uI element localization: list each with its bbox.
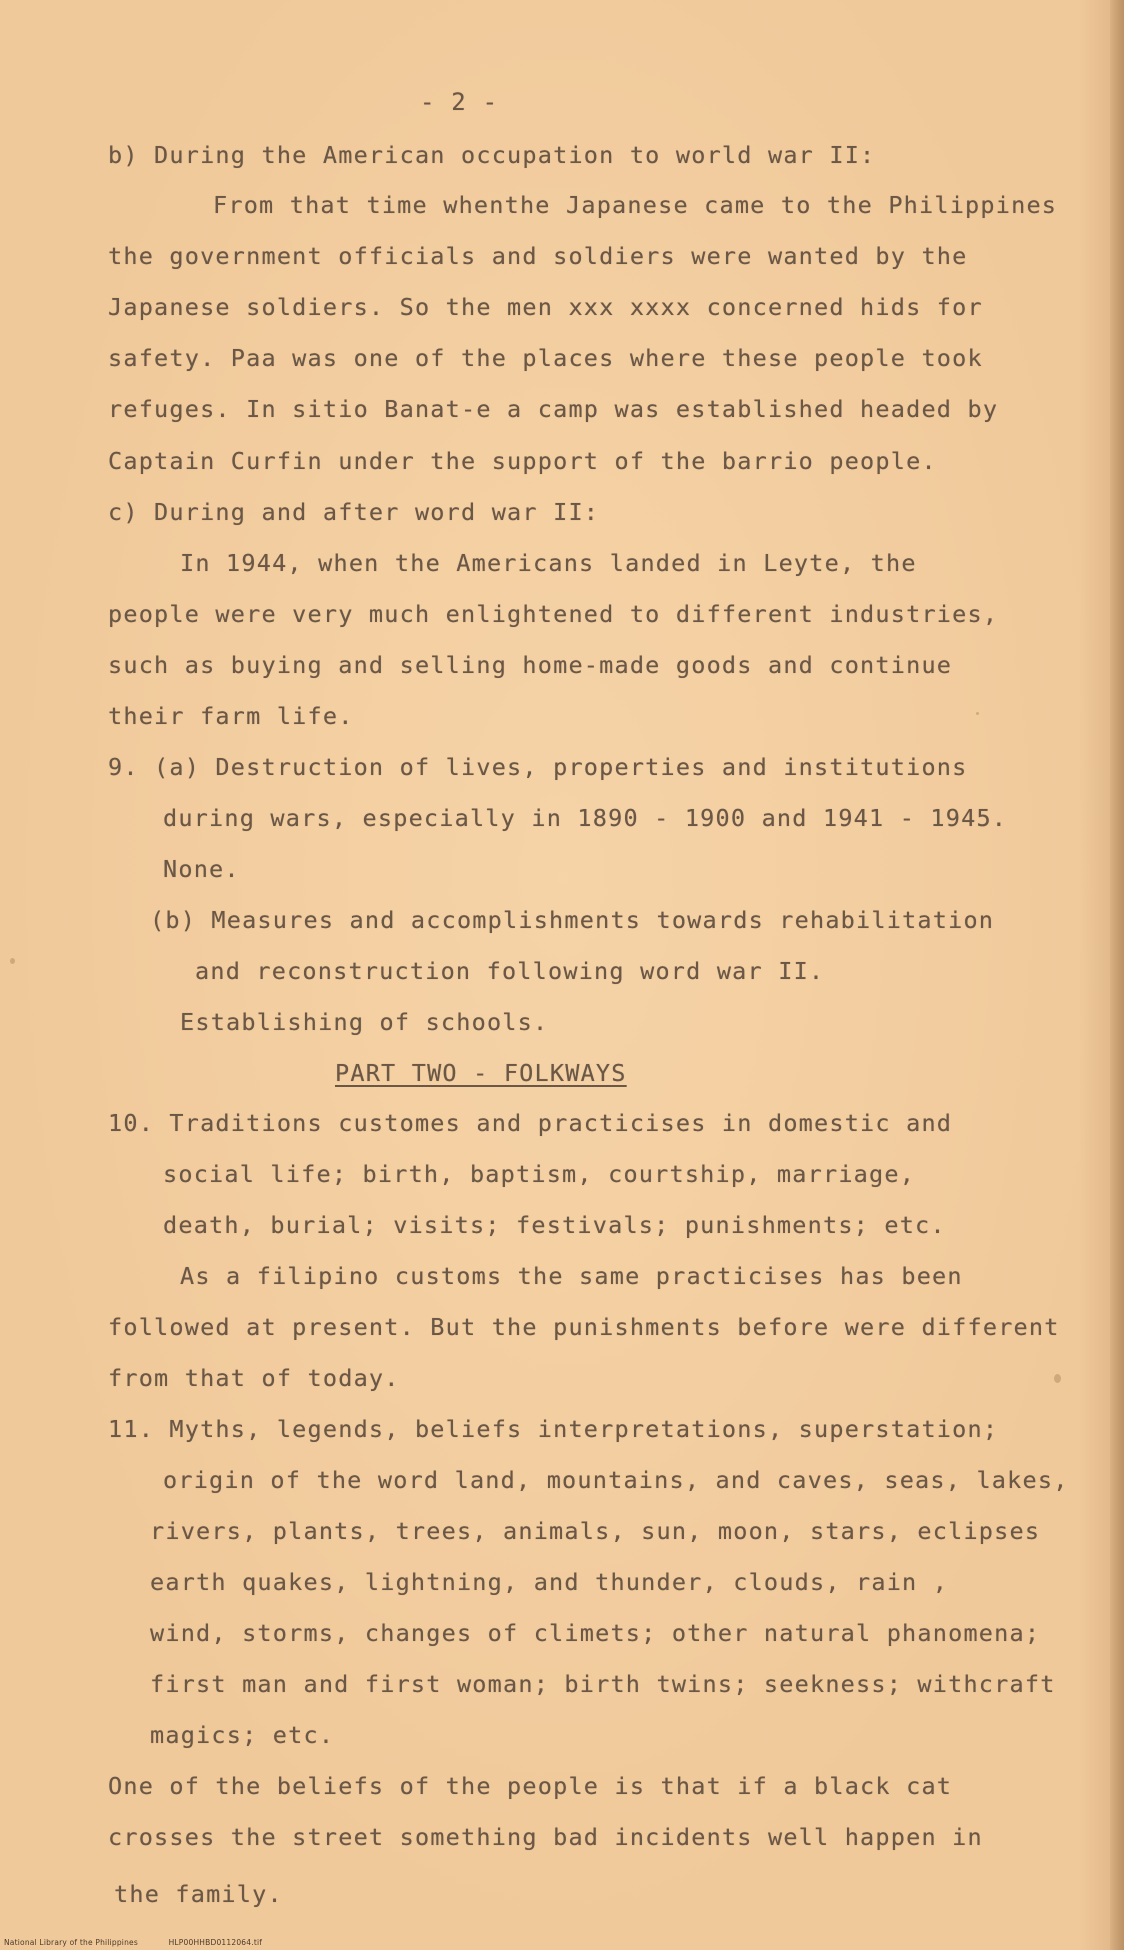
footer-institution: National Library of the Philippines (4, 1938, 138, 1947)
text-line: (b) Measures and accomplishments towards rehabilitation (150, 906, 995, 934)
text-line: the government officials and soldiers were wanted by the (108, 242, 968, 270)
text-line: safety. Paa was one of the places where these people took (108, 344, 983, 372)
text-line: their farm life. (108, 702, 354, 730)
text-line: magics; etc. (150, 1721, 335, 1749)
text-line: rivers, plants, trees, animals, sun, moon, stars, eclipses (150, 1517, 1041, 1545)
text-line: the family. (114, 1880, 283, 1908)
text-line: refuges. In sitio Banat-e a camp was established headed by (108, 395, 999, 423)
paper-stain (976, 712, 979, 715)
text-line: Captain Curfin under the support of the barrio people. (108, 447, 937, 475)
text-line: As a filipino customs the same practicises has been (180, 1262, 963, 1290)
text-line: origin of the word land, mountains, and caves, seas, lakes, (163, 1466, 1069, 1494)
page-number: - 2 - (420, 88, 499, 116)
text-line: c) During and after word war II: (108, 498, 600, 526)
text-line: people were very much enlightened to different industries, (108, 600, 999, 628)
text-line: 10. Traditions customes and practicises in domestic and (108, 1109, 953, 1137)
text-line: crosses the street something bad incidents well happen in (108, 1823, 983, 1851)
text-line: Establishing of schools. (180, 1008, 549, 1036)
paper-edge-shadow (1110, 0, 1124, 1950)
text-line: and reconstruction following word war II. (195, 957, 825, 985)
text-line: from that of today. (108, 1364, 400, 1392)
text-line: In 1944, when the Americans landed in Leyte, the (180, 549, 917, 577)
paper-stain (10, 958, 15, 964)
section-heading: PART TWO - FOLKWAYS (335, 1059, 627, 1087)
text-line: first man and first woman; birth twins; seekness; withcraft (150, 1670, 1056, 1698)
text-line: b) During the American occupation to world war II: (108, 141, 876, 169)
paper-stain (1054, 1374, 1061, 1383)
text-line: followed at present. But the punishments before were different (108, 1313, 1060, 1341)
text-line: death, burial; visits; festivals; punishments; etc. (163, 1211, 946, 1239)
text-line: 11. Myths, legends, beliefs interpretations, superstation; (108, 1415, 999, 1443)
text-line: From that time whenthe Japanese came to the Philippines (213, 191, 1058, 219)
text-line: such as buying and selling home-made goods and continue (108, 651, 953, 679)
text-line: One of the beliefs of the people is that if a black cat (108, 1772, 953, 1800)
text-line: social life; birth, baptism, courtship, marriage, (163, 1160, 916, 1188)
text-line: None. (163, 855, 240, 883)
text-line: wind, storms, changes of climets; other natural phanomena; (150, 1619, 1041, 1647)
text-line: earth quakes, lightning, and thunder, clouds, rain , (150, 1568, 949, 1596)
footer-file-id: HLP00HHBD0112064.tif (168, 1938, 263, 1947)
text-line: during wars, especially in 1890 - 1900 and 1941 - 1945. (163, 804, 1008, 832)
scan-footer (4, 1938, 290, 1947)
text-line: 9. (a) Destruction of lives, properties and institutions (108, 753, 968, 781)
text-line: Japanese soldiers. So the men xxx xxxx concerned hids for (108, 293, 983, 321)
